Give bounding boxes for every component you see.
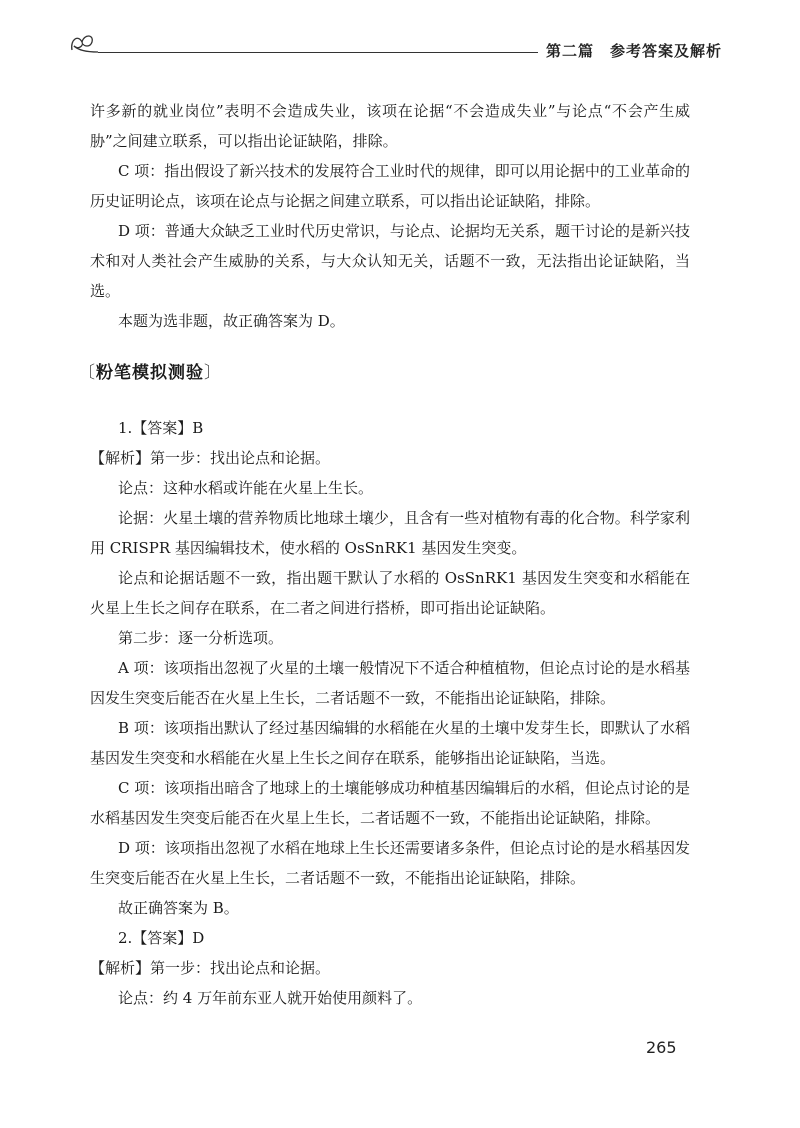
paragraph: 论点和论据话题不一致，指出题干默认了水稻的 OsSnRK1 基因发生突变和水稻能在火星上生长之间存在联系，在二者之间进行搭桥，即可指出论证缺陷。 — [90, 569, 690, 617]
section-bracket-close: 〕 — [204, 363, 222, 383]
paragraph: 第二步：逐一分析选项。 — [118, 629, 284, 647]
header-title: 第二篇 参考答案及解析 — [546, 42, 723, 60]
running-header — [68, 30, 733, 64]
paragraph: C 项：该项指出暗含了地球上的土壤能够成功种植基因编辑后的水稻，但论点讨论的是水稻基因发生突变后能否在火星上生长，二者话题不一致，不能指出论证缺陷，排除。 — [90, 779, 690, 827]
leaf-sprout-icon — [68, 30, 98, 56]
section-bracket-open: 〔 — [78, 363, 96, 383]
paragraph: 论据：火星土壤的营养物质比地球土壤少，且含有一些对植物有毒的化合物。科学家利用 CRISPR 基因编辑技术，使水稻的 OsSnRK1 基因发生突变。 — [90, 509, 690, 557]
analysis-heading-q2: 【解析】第一步：找出论点和论据。 — [90, 959, 331, 977]
header-rule — [98, 52, 538, 53]
section-heading — [78, 358, 690, 383]
page-content — [78, 96, 690, 1013]
paragraph: 故正确答案为 B。 — [118, 899, 239, 917]
paragraph: B 项：该项指出默认了经过基因编辑的水稻能在火星的土壤中发芽生长，即默认了水稻基因发生突变和水稻能在火星上生长之间存在联系，能够指出论证缺陷，当选。 — [90, 719, 690, 767]
paragraph: 本题为选非题，故正确答案为 D。 — [118, 312, 345, 330]
page-number: 265 — [646, 1038, 677, 1057]
paragraph: 许多新的就业岗位”表明不会造成失业，该项在论据“不会造成失业”与论点“不会产生威胁”之间建立联系，可以指出论证缺陷，排除。 — [90, 102, 690, 150]
paragraph: A 项：该项指出忽视了火星的土壤一般情况下不适合种植植物，但论点讨论的是水稻基因发生突变后能否在火星上生长，二者话题不一致，不能指出论证缺陷，排除。 — [90, 659, 690, 707]
paragraph: D 项：普通大众缺乏工业时代历史常识，与论点、论据均无关系，题干讨论的是新兴技术和对人类社会产生威胁的关系，与大众认知无关，话题不一致，无法指出论证缺陷，当选。 — [90, 222, 690, 300]
paragraph: 论点：约 4 万年前东亚人就开始使用颜料了。 — [118, 989, 423, 1007]
answer-line-q1: 1.【答案】B — [118, 419, 204, 437]
paragraph: C 项：指出假设了新兴技术的发展符合工业时代的规律，即可以用论据中的工业革命的历史证明论点，该项在论点与论据之间建立联系，可以指出论证缺陷，排除。 — [90, 162, 690, 210]
paragraph: 论点：这种水稻或许能在火星上生长。 — [118, 479, 374, 497]
section-title: 粉笔模拟测验 — [96, 363, 204, 383]
answer-line-q2: 2.【答案】D — [118, 929, 205, 947]
analysis-heading-q1: 【解析】第一步：找出论点和论据。 — [90, 449, 331, 467]
paragraph: D 项：该项指出忽视了水稻在地球上生长还需要诸多条件，但论点讨论的是水稻基因发生突变后能否在火星上生长，二者话题不一致，不能指出论证缺陷，排除。 — [90, 839, 690, 887]
